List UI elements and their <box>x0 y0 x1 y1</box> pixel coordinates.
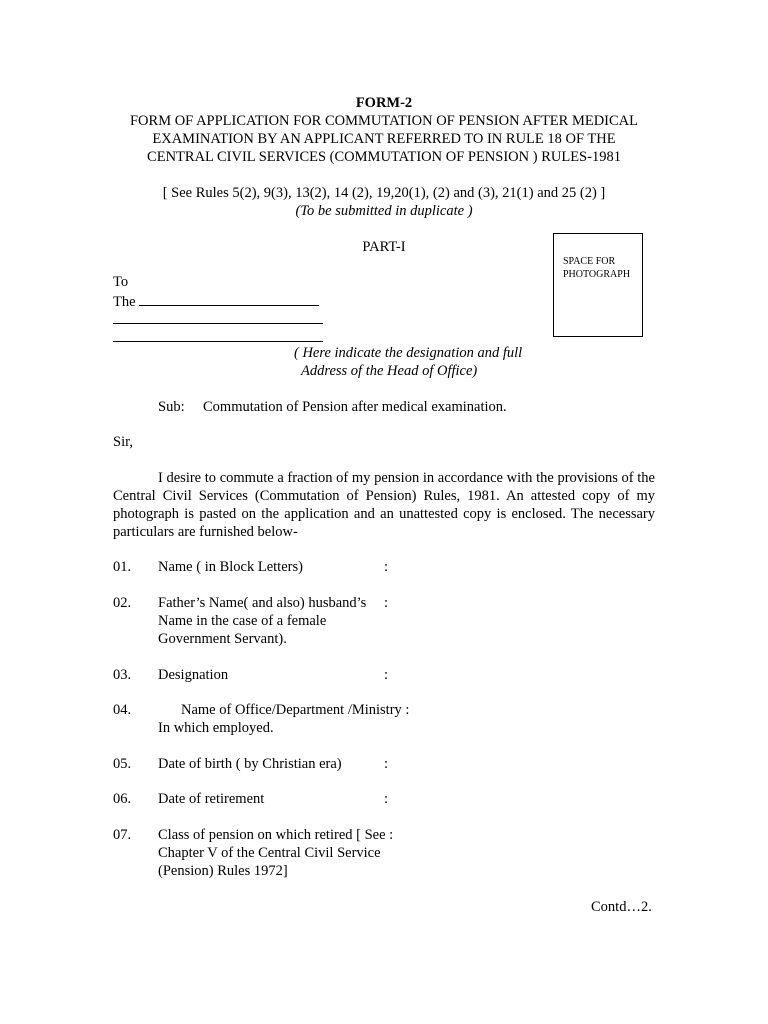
item-label-line: Date of retirement <box>158 791 265 807</box>
item-number: 01. <box>113 559 132 575</box>
item-colon: : <box>384 756 389 772</box>
form-title-line-3: CENTRAL CIVIL SERVICES (COMMUTATION OF PENSION ) RULES-1981 <box>147 149 621 165</box>
item-label-line: Designation <box>158 667 229 683</box>
item-label-line: In which employed. <box>158 720 274 736</box>
form-title-line-2: EXAMINATION BY AN APPLICANT REFERRED TO IN RULE 18 OF THE <box>152 131 616 147</box>
salutation: Sir, <box>113 434 133 450</box>
rules-reference: [ See Rules 5(2), 9(3), 13(2), 14 (2), 19,20(1), (2) and (3), 21(1) and 25 (2) ] <box>162 185 606 201</box>
item-label-line: Name in the case of a female <box>158 613 327 629</box>
item-label-line: Chapter V of the Central Civil Service <box>158 845 381 861</box>
address-blank-2[interactable] <box>113 309 323 324</box>
part-heading: PART-I <box>362 239 406 255</box>
item-colon: : <box>384 595 389 611</box>
form-number: FORM-2 <box>355 95 413 111</box>
address-blank-3[interactable] <box>113 327 323 342</box>
address-hint-line-1: ( Here indicate the designation and full <box>294 345 523 361</box>
address-hint-line-2: Address of the Head of Office) <box>301 363 478 379</box>
item-label-line: Class of pension on which retired [ See : <box>158 827 394 843</box>
item-label-line: Government Servant). <box>158 631 287 647</box>
subject-label: Sub: <box>158 399 185 415</box>
duplicate-note: (To be submitted in duplicate ) <box>295 203 473 219</box>
photograph-label: SPACE FOR PHOTOGRAPH <box>563 256 631 280</box>
item-number: 05. <box>113 756 132 772</box>
item-number: 04. <box>113 702 132 718</box>
item-label-line: Father’s Name( and also) husband’s <box>158 595 367 611</box>
item-number: 07. <box>113 827 132 843</box>
item-colon: : <box>384 559 389 575</box>
photograph-box <box>553 233 643 337</box>
address-to: To <box>113 274 129 290</box>
item-label-line: Date of birth ( by Christian era) <box>158 756 342 772</box>
subject-text: Commutation of Pension after medical examination. <box>203 399 507 415</box>
item-colon: : <box>384 667 389 683</box>
item-label-line: Name of Office/Department /Ministry : <box>181 702 410 718</box>
item-label-line: (Pension) Rules 1972] <box>158 863 288 879</box>
item-colon: : <box>384 791 389 807</box>
item-number: 03. <box>113 667 132 683</box>
address-the-line: The <box>113 291 319 311</box>
item-number: 02. <box>113 595 132 611</box>
item-number: 06. <box>113 791 132 807</box>
item-label-line: Name ( in Block Letters) <box>158 559 303 575</box>
address-blank-1[interactable] <box>139 291 319 306</box>
form-title-line-1: FORM OF APPLICATION FOR COMMUTATION OF PENSION AFTER MEDICAL <box>129 113 639 129</box>
continued-note: Contd…2. <box>591 899 652 915</box>
body-paragraph: I desire to commute a fraction of my pension in accordance with the provisions of the Central Civil Services (Commutation of Pension) Rules, 1981. An attested copy of my photograph is pasted on the application and an unattested copy is enclosed. The necessary particulars are furnished below- <box>113 470 655 540</box>
